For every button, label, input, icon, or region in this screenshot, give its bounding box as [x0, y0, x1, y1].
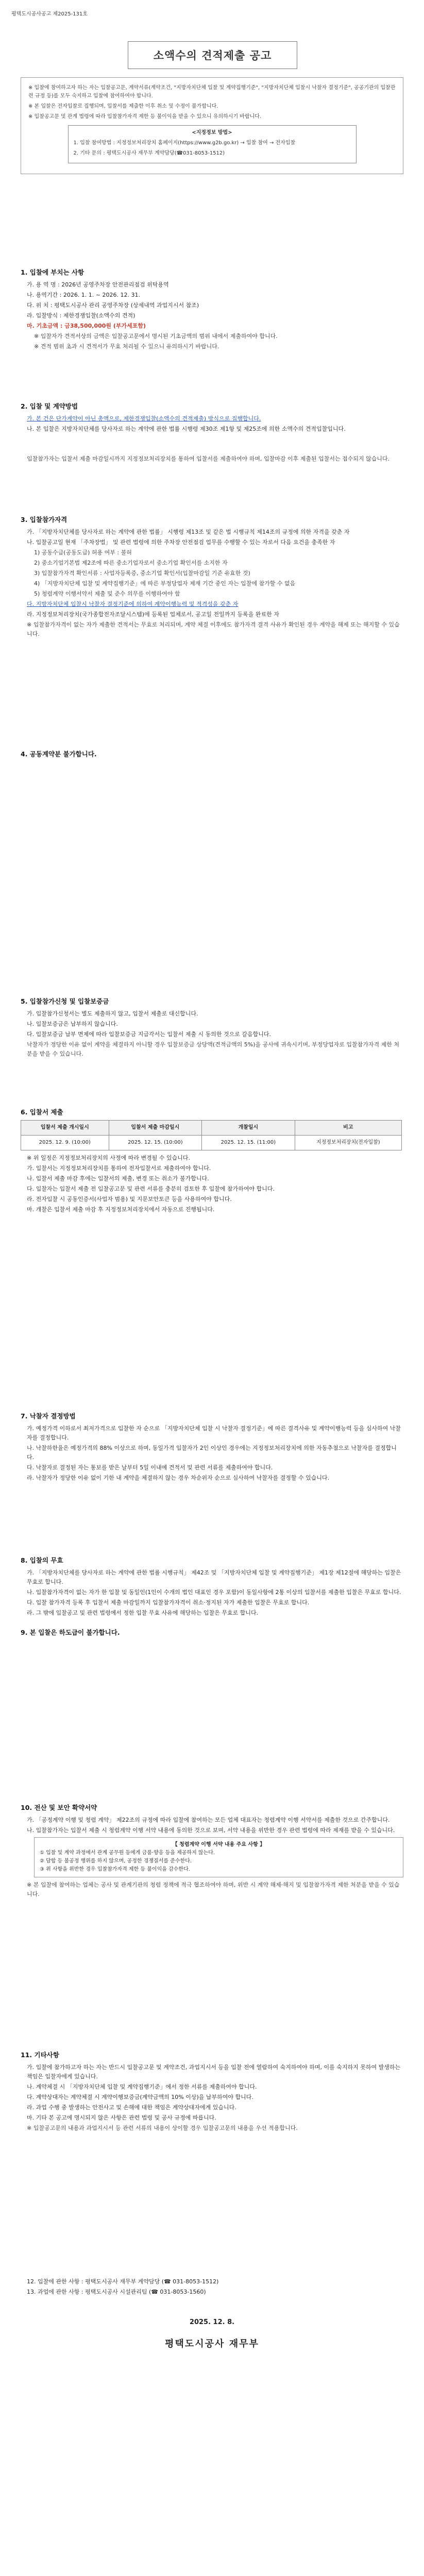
section-title: 10. 전산 및 보안 확약서약 — [21, 1804, 97, 1811]
section-title: 7. 낙찰자 결정방법 — [21, 1412, 76, 1420]
section-para: 입찰참가자는 입찰서 제출 마감일시까지 지정정보처리장치를 통하여 입찰서를 제출하여야 하며, 입찰마감 이후 제출된 입찰서는 접수되지 않습니다. — [27, 455, 390, 462]
issuing-org: 평택도시공사 재무부 — [165, 2338, 259, 2349]
notice-line: ※ 본 입찰은 전자입찰로 집행되며, 입찰서를 제출한 이후 취소 및 수정이 불가합니다. — [28, 104, 218, 109]
section-para: ※ 입찰참가자격이 없는 자가 제출한 견적서는 무효로 처리되며, 계약 체결 이후에도 참가자격 결격 사유가 확인된 경우 계약을 해제 또는 해지할 수 있습니다. — [27, 621, 400, 637]
page-title: 소액수의 견적제출 공고 — [128, 41, 297, 69]
section-2 — [21, 402, 403, 466]
notice-line: ※ 입찰에 참여하고자 하는 자는 입찰공고문, 계약서류(계약조건, "지방자치단체 입찰 및 계약집행기준", "지방자치단체 입찰시 낙찰자 결정기준", 공공기관의 입찰관련 규정 등)를 모두 숙지하고 입찰에 참여하여야 합니다. — [28, 85, 396, 99]
section-11 — [21, 2050, 403, 2135]
table-header: 입찰서 제출 개시일시 — [21, 1121, 109, 1136]
section-line: 나. 계약체결 시 「지방자치단체 입찰 및 계약집행기준」에서 정한 서류를 제출하여야 합니다. — [27, 2083, 257, 2090]
table-cell: 2025. 12. 15. (11:00) — [202, 1136, 295, 1150]
notice-inner-title: <지정정보 방법> — [192, 130, 232, 135]
section-title: 4. 공동계약분 불가합니다. — [21, 750, 97, 758]
notice-inner-line: 1. 입찰 참여방법 : 지정정보처리장치 홈페이지(https://www.g2b.go.kr) → 입찰 참여 → 전자입찰 — [73, 140, 296, 146]
section-line: 라. 과업 수행 중 발생하는 안전사고 및 손해에 대한 책임은 계약상대자에게 있습니다. — [27, 2104, 236, 2111]
section-para: ※ 입찰공고문의 내용과 과업지시서 등 관련 서류의 내용이 상이할 경우 입찰공고문의 내용을 우선 적용합니다. — [27, 2125, 298, 2131]
section-sub: 2) 중소기업기본법 제2조에 따른 중소기업자로서 중소기업 확인서를 소지한 자 — [34, 560, 228, 566]
section-sub: 3) 입찰참가자격 확인서류 : 사업자등록증, 중소기업 확인서(입찰마감일 기준 유효한 것) — [34, 570, 250, 577]
section-line: 라. 지정정보처리장치(국가종합전자조달시스템)에 등록된 업체로서, 공고일 전일까지 등록을 완료한 자 — [27, 611, 279, 618]
section-line: 라. 낙찰자가 정당한 이유 없이 기한 내 계약을 체결하지 않는 경우 차순위자 순으로 심사하여 낙찰자를 결정할 수 있습니다. — [27, 1475, 330, 1481]
section-line: 다. 위 치 : 평택도시공사 관리 공영주차장 (상세내역 과업지시서 참조) — [27, 302, 199, 309]
section-line: 다. 입찰자는 입찰서 제출 전 입찰공고문 및 관련 서류를 충분히 검토한 후 입찰에 참가하여야 합니다. — [27, 1185, 275, 1192]
section-line: 나. 본 입찰은 지방자치단체를 당사자로 하는 계약에 관한 법률 시행령 제30조 제1항 및 제25조에 의한 소액수의 견적입찰입니다. — [27, 426, 346, 432]
section-line: 나. 입찰참가자격이 없는 자가 한 입찰 및 동일인(1인이 수개의 법인 대표인 경우 포함)이 동일사항에 2통 이상의 입찰서를 제출한 입찰은 무효로 합니다. — [27, 1589, 401, 1596]
section-para: 낙찰자가 정당한 이유 없이 계약을 체결하지 아니할 경우 입찰보증금 상당액(견적금액의 5%)을 공사에 귀속시키며, 부정당업자로 입찰참가자격 제한 처분을 받을 수 있습니다. — [27, 1041, 400, 1057]
notice-inner-line: 2. 기타 문의 : 평택도시공사 재무부 계약담당(☎031-8053-1512) — [73, 150, 225, 156]
section-note: ※ 입찰자가 견적서상의 금액은 입찰공고문에서 명시된 기초금액의 범위 내에서 제출하여야 합니다. — [34, 333, 278, 340]
table-header: 입찰서 제출 마감일시 — [109, 1121, 202, 1136]
section-sub: 1) 공동수급(공동도급) 허용 여부 : 불허 — [34, 549, 132, 556]
section-line: 가. 입찰참가신청서는 별도 제출하지 않고, 입찰서 제출로 대신합니다. — [27, 1010, 198, 1017]
section-title: 11. 기타사항 — [21, 2051, 59, 2059]
section-para: ※ 본 입찰에 참여하는 업체는 공사 및 관계기관의 청렴 정책에 적극 협조하여야 하며, 위반 시 계약 해제·해지 및 입찰참가자격 제한 처분을 받을 수 있습니다. — [27, 1882, 400, 1897]
section-title: 6. 입찰서 제출 — [21, 1108, 63, 1116]
section-3 — [21, 515, 403, 641]
table-cell: 지정정보처리장치(전자입찰) — [295, 1136, 401, 1150]
section-line — [27, 600, 403, 609]
section-title: 8. 입찰의 무효 — [21, 1556, 63, 1564]
highlight-text: 가. 본 건은 단가계약이 아닌 총액으로, 제한경쟁입찰(소액수의 견적제출) 방식으로 집행합니다. — [27, 415, 261, 422]
pledge-box — [34, 1837, 403, 1877]
notice-line: ※ 입찰공고문 및 관계 법령에 따라 입찰참가자격 제한 등 불이익을 받을 수 있으니 유의하시기 바랍니다. — [28, 114, 262, 120]
section-line: 라. 입찰방식 : 제한경쟁입찰(소액수의 견적) — [27, 312, 135, 319]
section-line: 나. 입찰서 제출 마감 후에는 입찰서의 제출, 변경 또는 취소가 불가합니다. — [27, 1175, 209, 1182]
section-line: 나. 용역기간 : 2026. 1. 1. ~ 2026. 12. 31. — [27, 292, 140, 298]
section-line: 나. 낙찰하한율은 예정가격의 88% 이상으로 하며, 동일가격 입찰자가 2인 이상인 경우에는 지정정보처리장치에 의한 자동추첨으로 낙찰자를 결정합니다. — [27, 1445, 397, 1461]
table-header-row — [21, 1121, 402, 1136]
base-amount: 마. 기초금액 : 금38,500,000원 (부가세포함) — [27, 323, 146, 329]
section-line: 라. 전자입찰 시 공동인증서(사업자 범용) 및 지문보안토큰 등을 사용하여야 합니다. — [27, 1196, 232, 1202]
section-line: 나. 입찰공고일 현재 「주차장법」 및 관련 법령에 의한 주차장 안전점검 업무를 수행할 수 있는 자로서 다음 요건을 충족한 자 — [27, 539, 335, 546]
section-line: 가. 입찰에 참가하고자 하는 자는 반드시 입찰공고문 및 계약조건, 과업지시서 등을 입찰 전에 열람하여 숙지하여야 하며, 이를 숙지하지 못하여 발생하는 책임은 입찰자에게 있습니다. — [27, 2064, 401, 2080]
section-title: 1. 입찰에 부치는 사항 — [21, 268, 84, 276]
section-line: 가. 예정가격 이하로서 최저가격으로 입찰한 자 순으로 「지방자치단체 입찰 시 낙찰자 결정기준」에 따른 결격사유 및 계약이행능력 등을 심사하여 낙찰자를 결정합니다. — [27, 1425, 401, 1441]
section-line: 다. 낙찰자로 결정된 자는 통보를 받은 날부터 5일 이내에 견적서 및 관련 서류를 제출하여야 합니다. — [27, 1464, 273, 1471]
pledge-title: 【 청렴계약 이행 서약 내용 주요 사항 】 — [172, 1842, 265, 1848]
section-note: ※ 견적 범위 초과 시 견적서가 무효 처리될 수 있으니 유의하시기 바랍니다. — [34, 343, 219, 350]
section-4 — [21, 750, 403, 762]
notice-box — [21, 77, 403, 174]
section-line: 라. 그 밖에 입찰공고 및 관련 법령에서 정한 입찰 무효 사유에 해당하는 입찰은 무효로 합니다. — [27, 1609, 259, 1616]
table-header: 비고 — [295, 1121, 401, 1136]
table-row — [21, 1136, 402, 1150]
section-sub: 4) 「지방자치단체 입찰 및 계약집행기준」에 따른 부정당업자 제재 기간 중인 자는 입찰에 참가할 수 없음 — [34, 580, 296, 587]
table-cell: 2025. 12. 9. (10:00) — [21, 1136, 109, 1150]
section-line: 가. 입찰서는 지정정보처리장치를 통하여 전자입찰서로 제출하여야 합니다. — [27, 1165, 211, 1172]
pledge-line: ② 담합 등 불공정 행위를 하지 않으며, 공정한 경쟁질서를 준수한다. — [40, 1858, 192, 1864]
doc-number: 평택도시공사공고 제2025-131호 — [11, 11, 88, 17]
section-title: 3. 입찰참가자격 — [21, 516, 67, 523]
section-line: 다. 입찰보증금 납부 면제에 따라 입찰보증금 지급각서는 입찰서 제출 시 동의한 것으로 갈음합니다. — [27, 1031, 271, 1038]
section-line: 가. 「지방자치단체를 당사자로 하는 계약에 관한 법률」 시행령 제13조 및 같은 법 시행규칙 제14조의 규정에 의한 자격을 갖춘 자 — [27, 529, 350, 535]
notice-inner-box — [68, 125, 357, 163]
section-line: 가. 「지방자치단체를 당사자로 하는 계약에 관한 법률 시행규칙」 제42조 및 「지방자치단체 입찰 및 계약집행기준」 제1장 제12절에 해당하는 입찰은 무효로 합니다. — [27, 1569, 401, 1585]
section-line — [27, 414, 403, 423]
section-note: ※ 위 일정은 지정정보처리장치의 사정에 따라 변경될 수 있습니다. — [27, 1155, 190, 1161]
section-line: 마. 개찰은 입찰서 제출 마감 후 지정정보처리장치에서 자동으로 진행됩니다. — [27, 1206, 215, 1213]
section-1 — [21, 268, 403, 352]
section-8 — [21, 1556, 403, 1619]
section-6 — [21, 1108, 403, 1215]
pledge-line: ③ 위 사항을 위반한 경우 입찰참가자격 제한 등 불이익을 감수한다. — [40, 1867, 190, 1872]
contact-line: 13. 과업에 관한 사항 : 평택도시공사 시설관리팀 (☎ 031-8053-1560) — [27, 2289, 206, 2295]
section-title: 2. 입찰 및 계약방법 — [21, 402, 78, 410]
contact-line: 12. 입찰에 관한 사항 : 평택도시공사 재무부 계약담당 (☎ 031-8053-1512) — [27, 2278, 219, 2285]
section-line: 나. 입찰보증금은 납부하지 않습니다. — [27, 1021, 118, 1027]
schedule-table — [21, 1120, 402, 1150]
section-line: 나. 입찰참가자는 입찰서 제출 시 청렴계약 이행 서약 내용에 동의한 것으로 보며, 서약 내용을 위반한 경우 관련 법령에 따라 제재를 받을 수 있습니다. — [27, 1827, 395, 1834]
notice-date: 2025. 12. 8. — [189, 2318, 235, 2326]
table-header: 개찰일시 — [202, 1121, 295, 1136]
section-line: 마. 기타 본 공고에 명시되지 않은 사항은 관련 법령 및 공사 규정에 따릅니다. — [27, 2114, 216, 2121]
section-line: 가. 「공정계약 이행 및 청렴 계약」 제22조의 규정에 따라 입찰에 참여하는 모든 업체 대표자는 청렴계약 이행 서약서를 제출한 것으로 간주합니다. — [27, 1817, 390, 1823]
section-sub: 5) 청렴계약 이행서약서 제출 및 준수 의무를 이행하여야 함 — [34, 590, 180, 597]
pledge-line: ① 입찰 및 계약 과정에서 관계 공무원 등에게 금품·향응 등을 제공하지 않는다. — [40, 1850, 215, 1856]
table-cell: 2025. 12. 15. (10:00) — [109, 1136, 202, 1150]
contact-lines — [21, 2277, 403, 2298]
section-line: 가. 용 역 명 : 2026년 공영주차장 안전관리점검 위탁용역 — [27, 281, 169, 288]
section-10 — [21, 1803, 403, 1901]
section-9 — [21, 1628, 403, 1640]
section-line: 다. 계약상대자는 계약체결 시 계약이행보증금(계약금액의 10% 이상)을 납부하여야 합니다. — [27, 2094, 253, 2100]
section-line: 다. 입찰 참가자격 등록 후 입찰서 제출 마감일까지 입찰참가자격이 취소·정지된 자가 제출한 입찰은 무효로 합니다. — [27, 1599, 310, 1606]
section-title: 5. 입찰참가신청 및 입찰보증금 — [21, 997, 109, 1005]
highlight-text: 다. 지방자치단체 입찰시 낙찰자 결정기준에 의하여 계약이행능력 및 적격성을 갖춘 자 — [27, 601, 239, 607]
section-5 — [21, 997, 403, 1061]
section-title: 9. 본 입찰은 하도급이 불가합니다. — [21, 1629, 120, 1636]
section-7 — [21, 1412, 403, 1484]
